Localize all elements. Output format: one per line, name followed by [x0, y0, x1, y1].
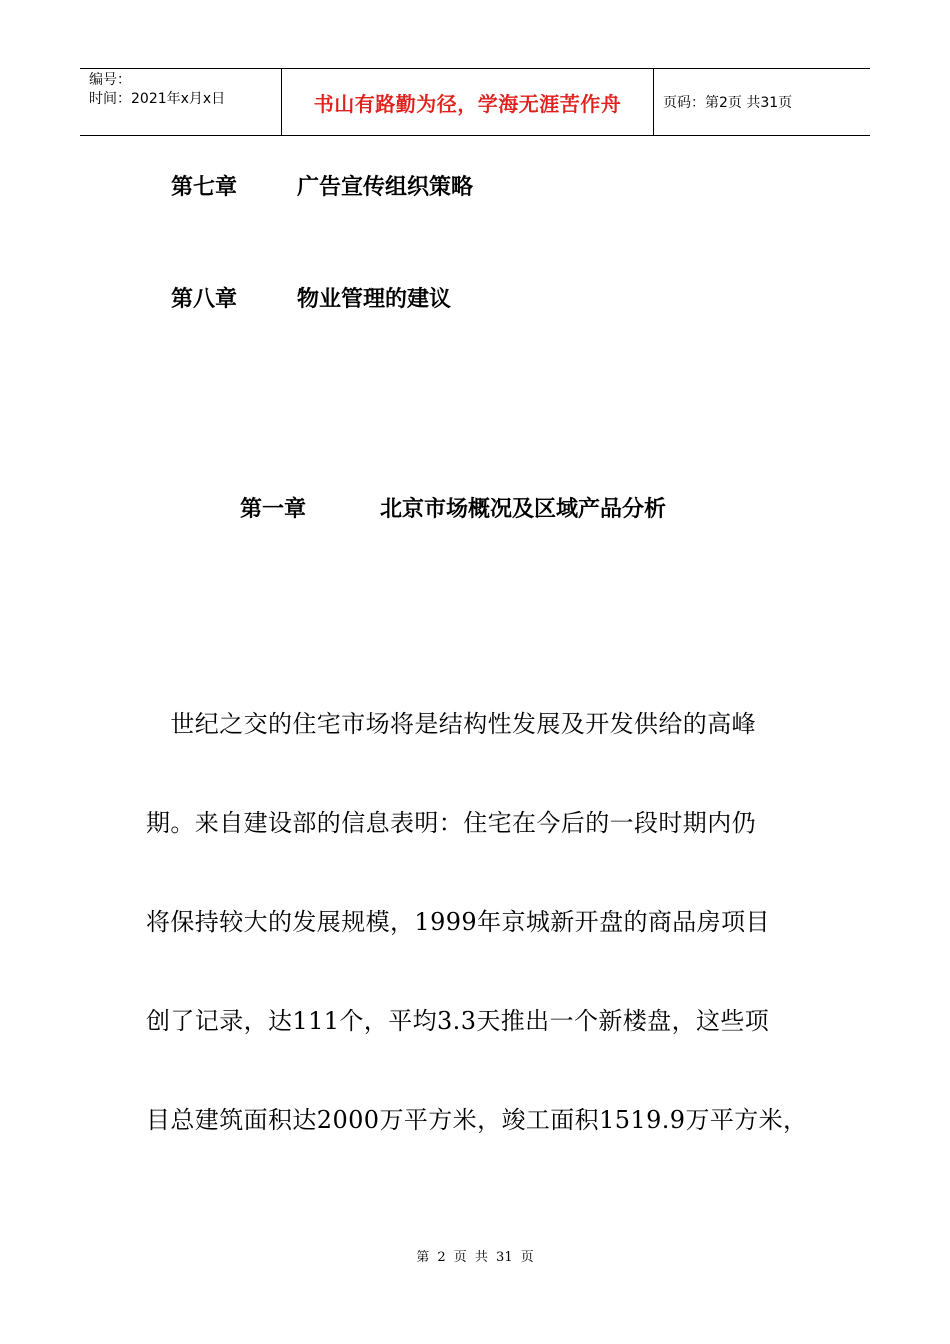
paragraph-line: 期。来自建设部的信息表明：住宅在今后的一段时期内仍 — [146, 809, 756, 837]
page-footer: 第 2 页 共 31 页 — [416, 1250, 534, 1265]
section-heading — [240, 492, 666, 523]
toc-entry-chapter-8 — [171, 282, 451, 313]
paragraph-line: 将保持较大的发展规模，1999年京城新开盘的商品房项目 — [146, 908, 770, 936]
toc-chapter-number: 第七章 — [171, 175, 238, 200]
page-header — [80, 68, 870, 136]
document-number-label: 编号： — [89, 72, 131, 88]
toc-chapter-number: 第八章 — [171, 287, 238, 312]
paragraph-line: 世纪之交的住宅市场将是结构性发展及开发供给的高峰 — [146, 710, 756, 738]
section-title: 北京市场概况及区域产品分析 — [380, 497, 667, 522]
section-chapter-number: 第一章 — [240, 497, 307, 522]
toc-chapter-title: 物业管理的建议 — [297, 287, 452, 312]
header-page-info: 页码：第2页 共31页 — [663, 95, 793, 111]
header-motto: 书山有路勤为径，学海无涯苦作舟 — [282, 69, 654, 135]
paragraph-line: 创了记录，达111个，平均3.3天推出一个新楼盘，这些项 — [146, 1007, 770, 1035]
paragraph-line: 目总建筑面积达2000万平方米，竣工面积1519.9万平方米， — [146, 1106, 808, 1134]
header-meta-cell — [80, 69, 282, 135]
toc-entry-chapter-7 — [171, 170, 473, 201]
body-paragraph — [146, 700, 816, 1195]
toc-chapter-title: 广告宣传组织策略 — [297, 175, 474, 200]
document-time-label: 时间：2021年x月x日 — [89, 91, 226, 107]
